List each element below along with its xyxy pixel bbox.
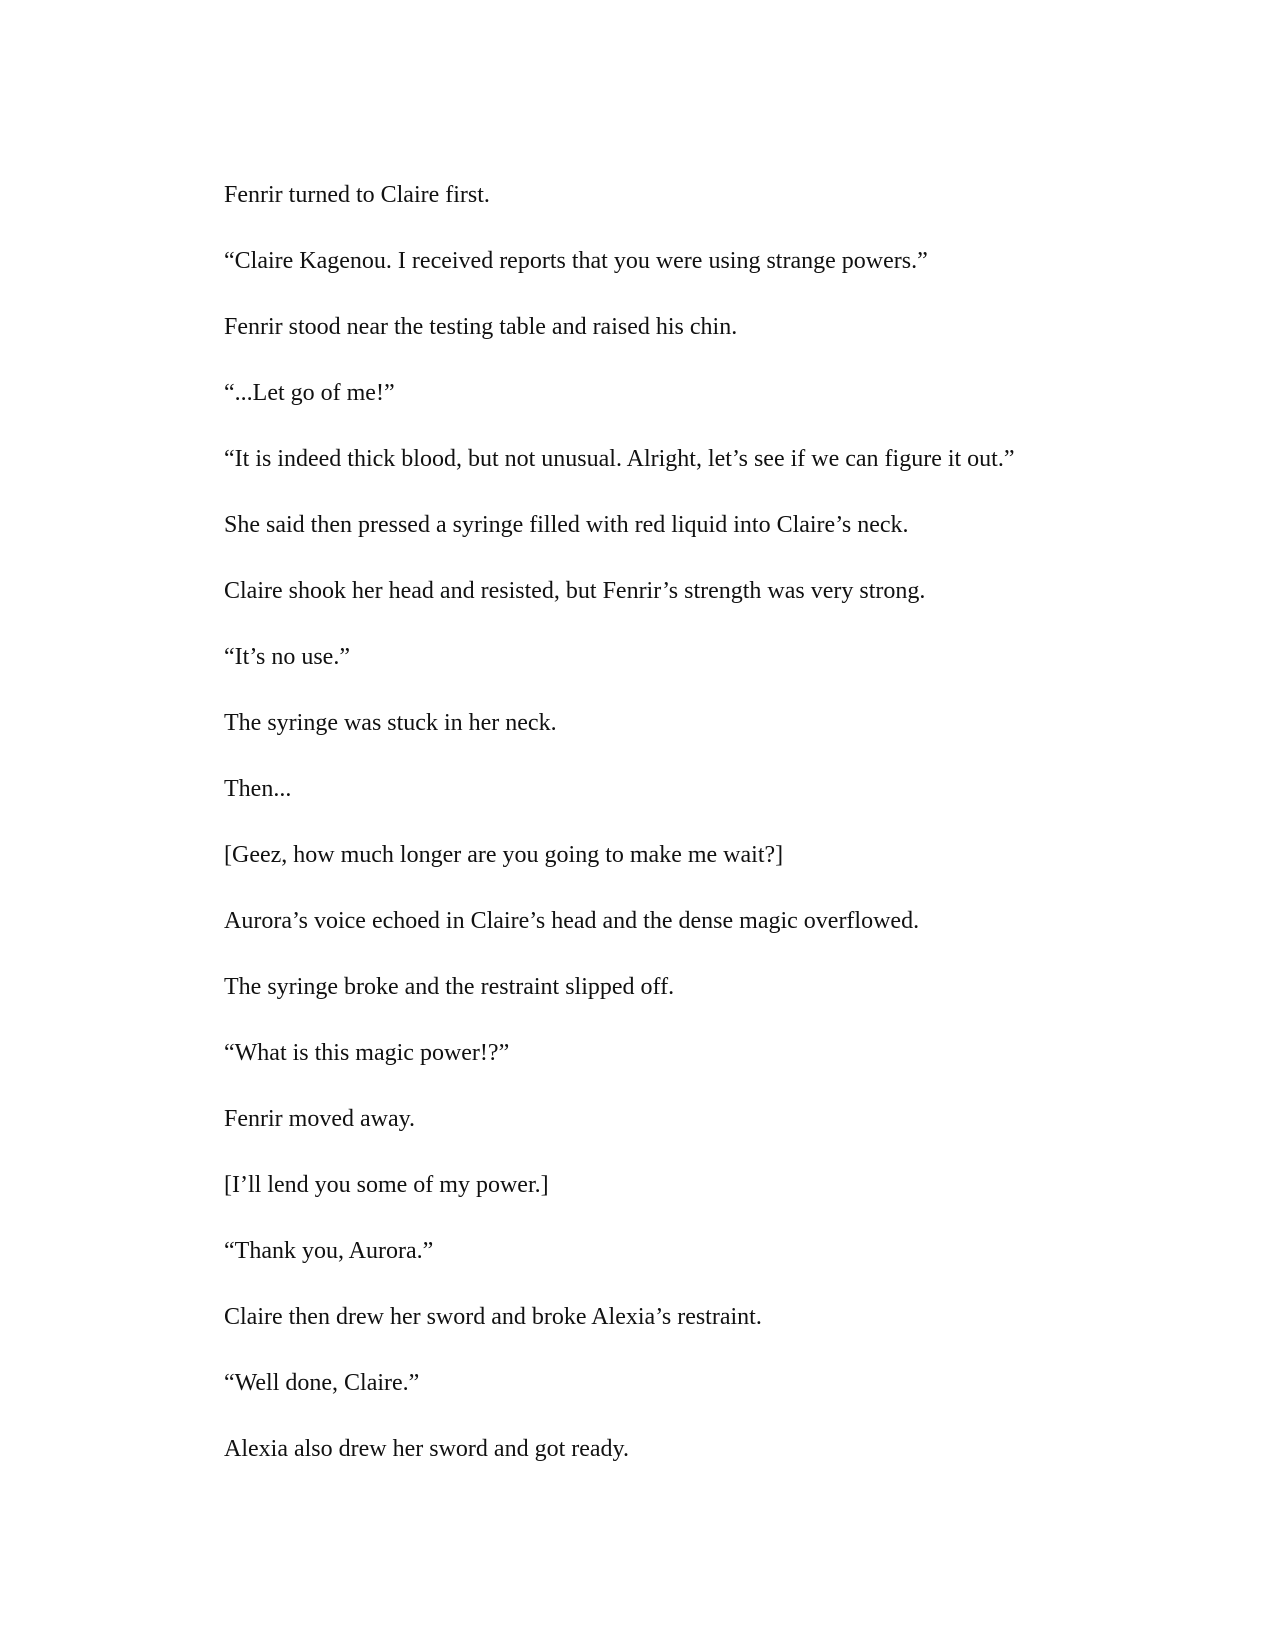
paragraph: “Claire Kagenou. I received reports that you were using strange powers.”	[224, 248, 928, 274]
paragraph: “Thank you, Aurora.”	[224, 1238, 434, 1264]
paragraph: “It is indeed thick blood, but not unusual. Alright, let’s see if we can figure it out.”	[224, 446, 1015, 472]
paragraph: Fenrir turned to Claire first.	[224, 182, 490, 208]
paragraph: Claire then drew her sword and broke Alexia’s restraint.	[224, 1304, 762, 1330]
paragraph: Alexia also drew her sword and got ready.	[224, 1436, 629, 1462]
paragraph: “...Let go of me!”	[224, 380, 395, 406]
paragraph: [I’ll lend you some of my power.]	[224, 1172, 549, 1198]
paragraph: Claire shook her head and resisted, but Fenrir’s strength was very strong.	[224, 578, 926, 604]
paragraph: Fenrir stood near the testing table and raised his chin.	[224, 314, 738, 340]
paragraph: The syringe broke and the restraint slipped off.	[224, 974, 675, 1000]
paragraph: “It’s no use.”	[224, 644, 350, 670]
paragraph: “What is this magic power!?”	[224, 1040, 510, 1066]
paragraph: Aurora’s voice echoed in Claire’s head and the dense magic overflowed.	[224, 908, 920, 934]
paragraph: The syringe was stuck in her neck.	[224, 710, 557, 736]
paragraph: Then...	[224, 776, 292, 802]
document-body	[224, 181, 1124, 1463]
paragraph: “Well done, Claire.”	[224, 1370, 420, 1396]
paragraph: [Geez, how much longer are you going to make me wait?]	[224, 842, 784, 868]
paragraph: She said then pressed a syringe filled with red liquid into Claire’s neck.	[224, 512, 909, 538]
paragraph: Fenrir moved away.	[224, 1106, 416, 1132]
